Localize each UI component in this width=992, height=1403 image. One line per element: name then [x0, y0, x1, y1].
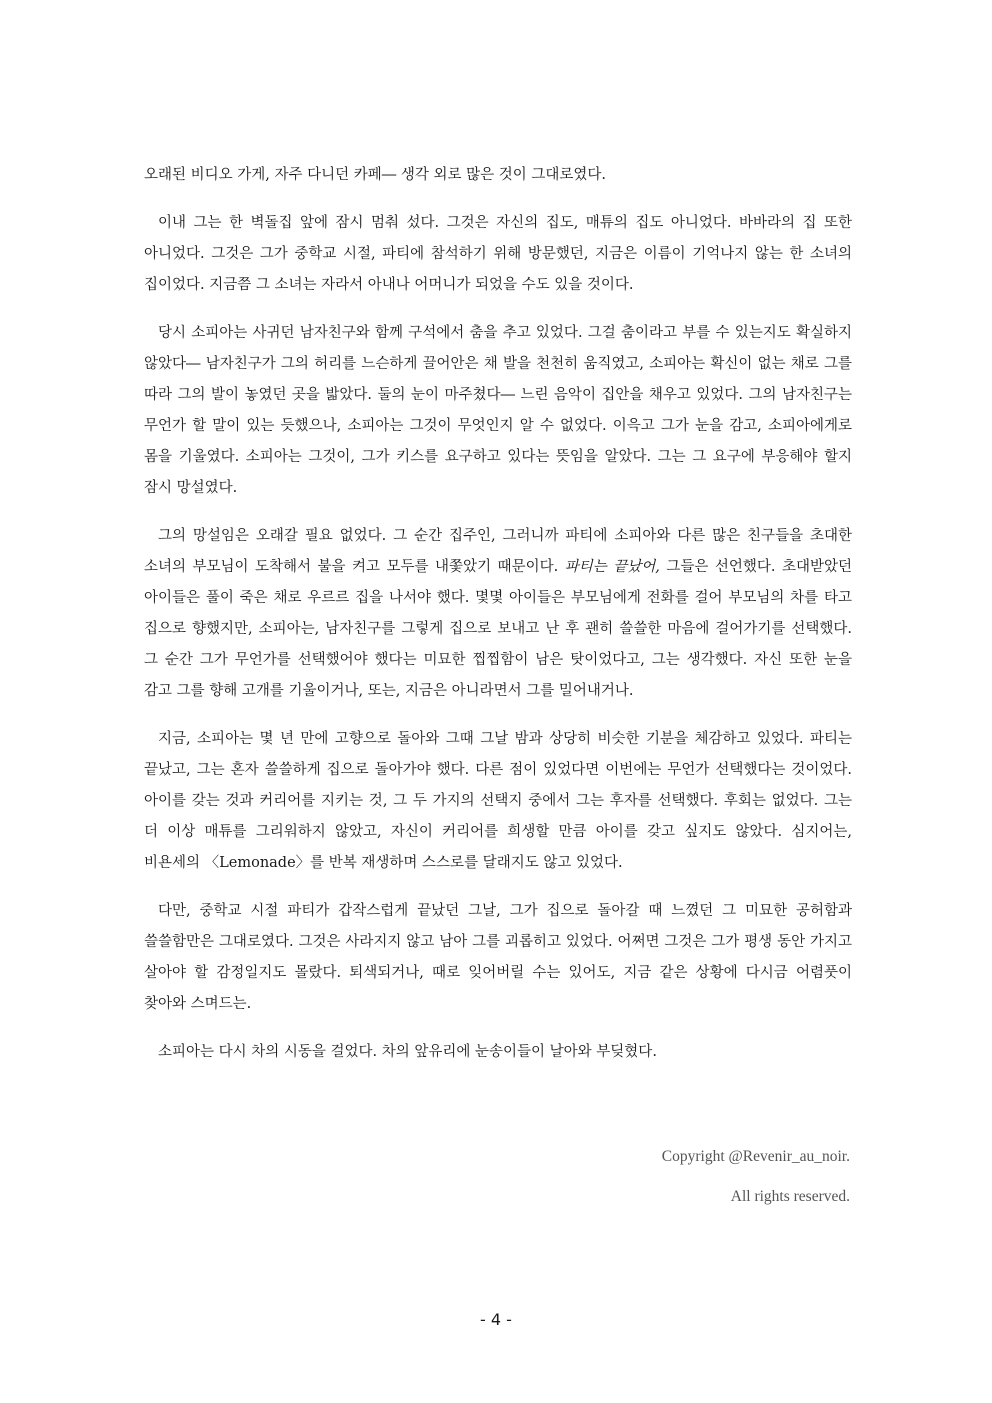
paragraph — [144, 208, 852, 301]
rights-reserved-line: All rights reserved. — [730, 1188, 850, 1205]
paragraph-text: 이내 그는 한 벽돌집 앞에 잠시 멈춰 섰다. 그것은 자신의 집도, 매튜의 집도 아니었다. 바바라의 집 또한 아니었다. 그것은 그가 중학교 시절, 파티에 참석하기 위해 방문했던, 지금은 이름이 기억나지 않는 한 소녀의 집이었다. 지금쯤 그 소녀는 자라서 아내나 어머니가 되었을 수도 있을 것이다. — [144, 215, 852, 293]
page-number: - 4 - — [480, 1310, 512, 1329]
paragraph-text: 다만, 중학교 시절 파티가 갑작스럽게 끝났던 그날, 그가 집으로 돌아갈 때 느꼈던 그 미묘한 공허함과 쓸쓸함만은 그대로였다. 그것은 사라지지 않고 남아 그를 괴롭히고 있었다. 어쩌면 그것은 그가 평생 동안 가지고 살아야 할 감정일지도 몰랐다. 퇴색되거나, 때로 잊어버릴 수는 있어도, 지금 같은 상황에 다시금 어렴풋이 찾아와 스며드는. — [144, 903, 852, 1012]
copyright-line: Copyright @Revenir_au_noir. — [661, 1148, 850, 1165]
paragraph — [144, 724, 852, 879]
paragraph-text: 그의 망설임은 오래갈 필요 없었다. 그 순간 집주인, 그러니까 파티에 소피아와 다른 많은 친구들을 초대한 소녀의 부모님이 도착해서 불을 켜고 모두를 내쫓았기 때문이다. — [144, 528, 852, 575]
paragraph — [144, 896, 852, 1020]
paragraph-text: 당시 소피아는 사귀던 남자친구와 함께 구석에서 춤을 추고 있었다. 그걸 춤이라고 부를 수 있는지도 확실하지 않았다― 남자친구가 그의 허리를 느슨하게 끌어안은 채 발을 천천히 움직였고, 소피아는 확신이 없는 채로 그를 따라 그의 발이 놓였던 곳을 밟았다. 둘의 눈이 마주쳤다― 느린 음악이 집안을 채우고 있었다. 그의 남자친구는 무언가 할 말이 있는 듯했으나, 소피아는 그것이 무엇인지 알 수 없었다. 이윽고 그가 눈을 감고, 소피아에게로 몸을 기울였다. 소피아는 그것이, 그가 키스를 요구하고 있다는 뜻임을 알았다. 그는 그 요구에 부응해야 할지 잠시 망설였다. — [144, 325, 852, 496]
italic-text: 파티는 끝났어, — [564, 559, 660, 575]
paragraph-text: 소피아는 다시 차의 시동을 걸었다. 차의 앞유리에 눈송이들이 날아와 부딪혔다. — [158, 1044, 657, 1060]
paragraph-text: 지금, 소피아는 몇 년 만에 고향으로 돌아와 그때 그날 밤과 상당히 비슷한 기분을 체감하고 있었다. 파티는 끝났고, 그는 혼자 쓸쓸하게 집으로 돌아가야 했다. 다른 점이 있었다면 이번에는 무언가 선택했다는 것이었다. 아이를 갖는 것과 커리어를 지키는 것, 그 두 가지의 선택지 중에서 그는 후자를 선택했다. 후회는 없었다. 그는 더 이상 매튜를 그리워하지 않았고, 자신이 커리어를 희생할 만큼 아이를 갖고 싶지도 않았다. 심지어는, 비욘세의 〈Lemonade〉를 반복 재생하며 스스로를 달래지도 않고 있었다. — [144, 731, 852, 871]
paragraph — [144, 1037, 852, 1068]
paragraph-text: 그들은 선언했다. 초대받았던 아이들은 풀이 죽은 채로 우르르 집을 나서야 했다. 몇몇 아이들은 부모님에게 전화를 걸어 부모님의 차를 타고 집으로 향했지만, 소피아는, 남자친구를 그렇게 집으로 보내고 난 후 괜히 쓸쓸한 마음에 걸어가기를 선택했다. 그 순간 그가 무언가를 선택했어야 했다는 미묘한 찝찝함이 남은 탓이었다고, 그는 생각했다. 자신 또한 눈을 감고 그를 향해 고개를 기울이거나, 또는, 지금은 아니라면서 그를 밀어내거나. — [144, 559, 852, 699]
paragraph — [144, 160, 852, 191]
copyright-notice — [662, 1137, 850, 1217]
body-text — [144, 160, 852, 1085]
paragraph — [144, 318, 852, 504]
paragraph-text: 오래된 비디오 가게, 자주 다니던 카페― 생각 외로 많은 것이 그대로였다. — [144, 167, 607, 183]
paragraph — [144, 521, 852, 707]
